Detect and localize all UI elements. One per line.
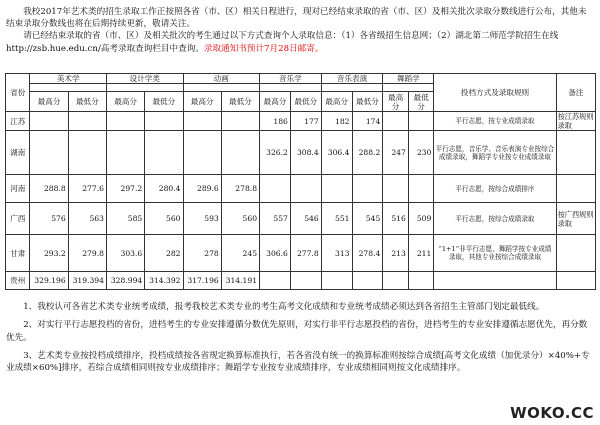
score-cell: 313: [321, 235, 352, 272]
intro-paragraph-2: [6, 30, 594, 54]
score-cell: 306.6: [260, 235, 291, 272]
score-cell: 551: [321, 203, 352, 235]
group-header: 音乐学: [260, 74, 322, 84]
score-cell: 328.994: [106, 272, 144, 290]
score-cell: 297.2: [106, 175, 144, 203]
note-cell: [556, 175, 595, 203]
province-cell: 甘肃: [6, 235, 30, 272]
score-cell: 516: [383, 203, 409, 235]
score-cell: 278.8: [221, 175, 259, 203]
province-cell: 广西: [6, 203, 30, 235]
group-header: 美术学: [30, 74, 107, 84]
min-score-header: 最低分: [145, 92, 183, 112]
table-row: [6, 175, 596, 203]
score-cell: 560: [221, 203, 259, 235]
watermark: WOKO.CC: [510, 404, 594, 422]
table-row: [6, 112, 596, 131]
score-cell: [106, 112, 144, 131]
admission-score-table: [5, 73, 596, 290]
score-cell: 278.4: [352, 235, 383, 272]
table-row: [6, 235, 596, 272]
score-cell: 280.4: [145, 175, 183, 203]
score-cell: 230: [408, 131, 434, 175]
score-cell: 177: [290, 112, 321, 131]
score-cell: 557: [260, 203, 291, 235]
score-cell: [68, 112, 106, 131]
table-row: [6, 272, 596, 290]
intro-paragraph-1: 我校2017年艺术类的招生录取工作正按照各省（市、区）相关日程进行，现对已经结束录取的省（市、区）及相关批次录取分数线进行公布，其他未结束录取分数线也将在后期持续更新，敬请关注。: [6, 7, 587, 30]
score-cell: 308.4: [290, 131, 321, 175]
note-cell: 按江苏规则录取: [557, 112, 594, 130]
score-cell: [321, 175, 352, 203]
score-cell: 593: [183, 203, 221, 235]
score-cell: [183, 112, 221, 131]
score-cell: 279.8: [68, 235, 106, 272]
score-cell: 560: [145, 203, 183, 235]
province-cell: 河南: [6, 175, 30, 203]
score-cell: [221, 112, 259, 131]
score-cell: [408, 175, 434, 203]
score-cell: 245: [221, 235, 259, 272]
score-cell: [383, 175, 409, 203]
note-header: 备注: [556, 74, 595, 112]
group-header: 舞蹈学: [383, 74, 434, 84]
score-cell: 247: [383, 131, 409, 175]
max-score-header: 最高分: [260, 92, 291, 112]
group-spacer: [260, 84, 322, 92]
score-cell: 289.6: [183, 175, 221, 203]
rule-cell: 平行志愿，按专业成绩录取: [434, 112, 556, 131]
province-cell: 湖南: [6, 131, 30, 175]
score-cell: [30, 112, 68, 131]
score-cell: [221, 131, 259, 175]
score-cell: 306.4: [321, 131, 352, 175]
intro-section: [6, 6, 594, 55]
score-cell: [352, 272, 383, 290]
score-cell: 282: [145, 235, 183, 272]
rule-cell: “1+1”非平行志愿，舞蹈学按专业成绩录取，其他专业按综合成绩录取: [434, 235, 556, 272]
max-score-header: 最高分: [321, 92, 352, 112]
group-header: 音乐表演: [321, 74, 383, 84]
table-row: [6, 131, 596, 175]
score-cell: 182: [321, 112, 352, 131]
rule-cell: [434, 272, 556, 290]
score-cell: 317.196: [183, 272, 221, 290]
score-cell: [183, 131, 221, 175]
score-cell: 278: [183, 235, 221, 272]
score-cell: 288.8: [30, 175, 68, 203]
max-score-header: 最高分: [106, 92, 144, 112]
min-score-header: 最低分: [408, 92, 434, 112]
score-cell: 186: [260, 112, 291, 131]
score-cell: [68, 131, 106, 175]
mail-date-notice: 录取通知书预计7月28日邮寄。: [203, 43, 324, 54]
score-cell: 303.6: [106, 235, 144, 272]
score-cell: [145, 112, 183, 131]
score-cell: [321, 272, 352, 290]
score-cell: 277.8: [290, 235, 321, 272]
score-cell: [30, 131, 68, 175]
min-score-header: 最低分: [290, 92, 321, 112]
score-cell: 314.392: [145, 272, 183, 290]
score-cell: 576: [30, 203, 68, 235]
note-paragraph-2: 2、对实行平行志愿投档的省份，进档考生的专业安排遵循分数优先原则，对实行非平行志愿投档的省份，进档考生的专业安排遵循志愿优先，再分数优先。: [6, 320, 588, 343]
group-header: 动画: [183, 74, 260, 84]
note-cell: 按广西规则录取: [556, 203, 595, 235]
province-cell: 贵州: [6, 272, 30, 290]
group-header: 设计学类: [106, 74, 183, 84]
max-score-header: 最高分: [383, 92, 409, 112]
group-spacer: [106, 84, 183, 92]
score-cell: 585: [106, 203, 144, 235]
notes-section: [6, 301, 594, 380]
note-paragraph-1: 1、我校认可各省艺术类专业统考成绩，报考我校艺术类专业的考生高考文化成绩和专业统考成绩必须达到各省招生主管部门划定最低线。: [23, 302, 545, 312]
score-cell: [408, 272, 434, 290]
group-spacer: [321, 84, 383, 92]
score-cell: [260, 272, 291, 290]
score-cell: 546: [290, 203, 321, 235]
province-header: 省份: [6, 74, 30, 112]
group-spacer: [383, 84, 434, 92]
score-cell: 314.191: [221, 272, 259, 290]
score-cell: [383, 112, 409, 131]
score-cell: [408, 112, 434, 131]
intro-paragraph-2-text: 请已经结束录取的省（市、区）及相关批次的考生通过以下方式查询个人录取信息：（1）各省级招生信息网；（2）湖北第二师范学院招生在线 http://zsb.hue.edu.cn/高考录取查询栏目中查询。: [6, 31, 559, 54]
score-cell: [290, 175, 321, 203]
note-paragraph-3: 3、艺术类专业按投档成绩排序，投档成绩按各省规定换算标准执行，若各省没有统一的换算标准则按综合成绩[高考文化成绩（加优录分）×40%+专业成绩×60%]排序，若综合成绩相同则按专业成绩排序；舞蹈学专业按专业成绩排序，专业成绩相同则按文化成绩排序。: [6, 350, 590, 374]
score-cell: [106, 131, 144, 175]
group-spacer: [183, 84, 260, 92]
table-row: [6, 203, 596, 235]
score-cell: 211: [408, 235, 434, 272]
score-cell: 509: [408, 203, 434, 235]
score-cell: [290, 272, 321, 290]
score-cell: 319.394: [68, 272, 106, 290]
min-score-header: 最低分: [352, 92, 383, 112]
rule-cell: 平行志愿，按综合成绩录取: [434, 203, 556, 235]
score-cell: 213: [383, 235, 409, 272]
rule-cell: 平行志愿，按综合成绩排序: [434, 175, 556, 203]
score-cell: 545: [352, 203, 383, 235]
max-score-header: 最高分: [30, 92, 68, 112]
score-cell: 326.2: [260, 131, 291, 175]
score-cell: 174: [352, 112, 383, 131]
max-score-header: 最高分: [183, 92, 221, 112]
score-cell: 329.196: [30, 272, 68, 290]
score-cell: [352, 175, 383, 203]
min-score-header: 最低分: [68, 92, 106, 112]
score-cell: 563: [68, 203, 106, 235]
rule-cell: 平行志愿，音乐学、音乐表演专业按综合成绩录取，舞蹈学专业按专业成绩录取: [434, 131, 556, 175]
min-score-header: 最低分: [221, 92, 259, 112]
rule-header: 投档方式及录取规则: [434, 74, 556, 112]
score-cell: 288.2: [352, 131, 383, 175]
score-cell: 277.6: [68, 175, 106, 203]
score-cell: [145, 131, 183, 175]
note-cell: [556, 272, 595, 290]
score-cell: [383, 272, 409, 290]
note-cell: [556, 235, 595, 272]
province-cell: 江苏: [6, 112, 30, 131]
score-cell: 293.2: [30, 235, 68, 272]
group-spacer: [30, 84, 107, 92]
note-cell: [556, 131, 595, 175]
score-cell: [260, 175, 291, 203]
